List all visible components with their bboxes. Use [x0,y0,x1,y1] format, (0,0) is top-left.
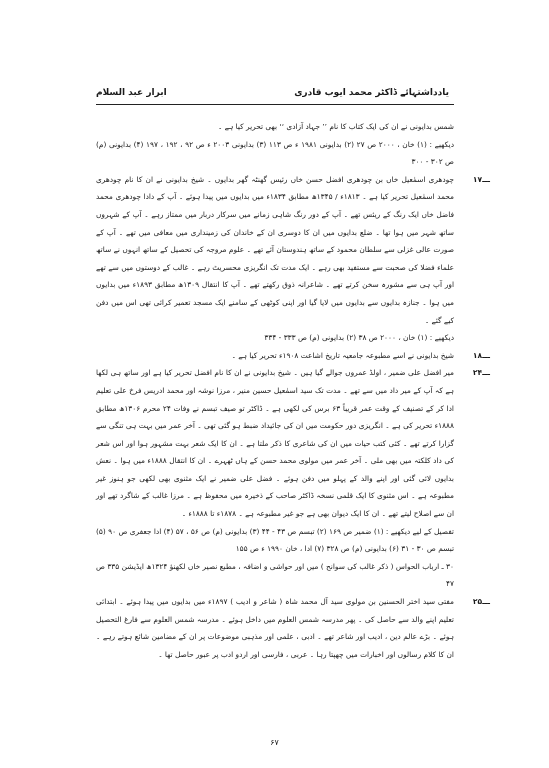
paragraph-text: دیکھیے : (۱) خان ، ۲۰۰۰ ص ۳۸ (۲) بدایونی (م) ص ۳۳۳ - ۳۳۴ [264,333,454,343]
note-marker: ۱۷ـــ [472,174,490,184]
header-rule [96,104,454,105]
note-marker: ۱۸ـــ [472,350,490,360]
paragraph-text: شمس بدایونی نے ان کی ایک کتاب کا نام ’’ جہاد آزادی ‘‘ بھی تحریر کیا ہے ۔ [217,122,454,131]
header-title: یادداشتہائے ڈاکٹر محمد ایوب قادری [294,88,449,98]
paragraph [96,329,454,347]
paragraph-text: مفتی سید اختر الحسنین بن مولوی سید آل محمد شاہ ( شاعر و ادیب ) ۱۸۹۷ء میں بدایوں میں پیدا ہوئے ۔ ابتدائی تعلیم اپنے والد سے حاصل کی ۔ پھر مدرسہ شمس العلوم میں داخل ہوئے ۔ مدرسہ شمس العلوم سے فارغ التحصیل ہوئے ۔ بڑے عالم دین ، ادیب اور شاعر تھے ۔ ادبی ، علمی اور مذہبی موضوعات پر ان کے مضامین شائع ہوتے رہے ۔ ان کا کلام رسالوں اور اخبارات میں چھپتا رہا ۔ عربی ، فارسی اور اردو ادب پر عبور حاصل تھا ۔ [96,597,455,659]
paragraph-text: میر افضل علی ضمیر ، اولڈ عمروں جوالے گیا ہیں ۔ شیخ بدایونی نے ان کا نام افضل تحریر کیا ہے اور ساتھ ہی لکھا ہے کہ آپ کے میر داد میں سے تھے ۔ مدت تک سید اسمٰعیل حسین منیر ، مرزا نوشہ اور محمد ادریس فرخ علی تعلیم ادا کر کے تصنیف کے وقت عمر قریباً ۶۳ برس کی لکھی ہے ۔ ڈاکٹر تو صیف تبسم نے وفات ۲۴ محرم ۱۳۰۶ھ مطابق ۱۸۸۸ء تحریر کی ہے ۔ انگریزی دور حکومت میں ان کی جائیداد ضبط ہو گئی تھی ۔ آخر عمر میں بہت ہی تنگی سے گزارا کرتے تھے ۔ کئی کتب حیات میں ان کی شاعری کا ذکر ملتا ہے ۔ ان کا ایک شعر بہت مشہور ہوا اور اس شعر کی داد کلکتہ میں بھی ملی ۔ آخر عمر میں مولوی محمد حسن کے ہاں ٹھہرے ۔ ان کا انتقال ۱۸۸۸ء میں ہوا ۔ نعش بدایوں لائی گئی اور اپنے والد کے پہلو میں دفن ہوئے ۔ فضل علی ضمیر نے ایک مثنوی بھی لکھی جو ہنوز غیر مطبوعہ ہے ۔ اس مثنوی کا ایک قلمی نسخہ ڈاکٹر صاحب کے ذخیرہ میں محفوظ ہے ۔ مرزا غالب کے شاگرد تھے اور ان سے اصلاح لیتے تھے ۔ ان کا ایک دیوان بھی ہے جو غیر مطبوعہ ہے ۔ ۱۸۷۸ء تا ۱۸۸۸ء ۔ [96,368,455,519]
paragraph [96,171,490,329]
paragraph [96,523,454,558]
paragraph [96,118,454,136]
note-marker: ۲۵ـــ [472,597,490,607]
paragraph [96,593,490,663]
paragraph [96,364,490,522]
paragraph-text: تفصیل کے لیے دیکھیے : (۱) ضمیر ص ۱۶۹ (۲) تبسم ص ۴۳ - ۴۴ (۳) بدایونی (م) ص ۵۶ ، ۵۷ (۴) ادا جعفری ص ۹۰ (۵) تبسم ص ۳۰ - ۳۱ (۶) بدایونی (م) ص ۳۲۸ (۷) ادا ، خان ۱۹۹۰ ء ص ۱۵۵ [96,526,454,554]
page-number: ۶۷ [270,738,279,747]
paragraph-text: دیکھیے : (۱) خان ، ۲۰۰۰ ص ۲۷ (۲) بدایونی ۱۹۸۱ ء ص ۱۱۳ (۳) بدایونی ۲۰۰۳ ء ص ۹۲ ، ۱۹۲ ، ۱۹۷ (۴) بدایونی (م) ص ۳۰۲ - ۳۰۰ [96,139,455,167]
paragraph-text: چودھری اسمٰعیل خاں بن چودھری افضل حسن خاں رئیس گھنٹہ گھر بدایوں ۔ شیخ بدایونی نے ان کا نام چودھری محمد اسمٰعیل تحریر کیا ہے ۔ ۱۸۱۳ء / ۱۳۴۵ھ مطابق ۱۸۳۴ء میں بدایوں میں پیدا ہوئے ۔ آپ کے دادا چودھری محمد فاضل خاں ایک رنگ کے ریئس تھے ۔ آپ کے دور رنگ شاہی زمانے میں سرکار دربار میں ممتاز رہے ۔ آپ کے شہروں ساتھ شہر میں ہوا تھا ۔ ضلع بدایوں میں ان کا دوسری ان کے خاندان کی زمینداری میں معافی میں تھے ۔ آپ کے صورت عالی غزلی سے سلطان محمود کے ساتھ ہندوستان آئے تھے ۔ علوم مروجہ کی تحصیل کے ساتھ انہوں نے ساتھ علماء فضلا کی صحبت سے مستفید بھی رہے ۔ ایک مدت تک انگریزی محسریٹ رہے ۔ غالب کے دوستوں میں سے تھے اور آپ ہی سے مشورہ سخن کرتے تھے ۔ شاعرانہ ذوق رکھتے تھے ۔ آپ کا انتقال ۱۳۰۹ھ مطابق ۱۸۹۳ء میں بدایوں میں ہوا ۔ جنازہ بدایوں سے بدایوں میں لایا گیا اور اپنی کوٹھی کے سامنے ایک مسجد تعمیر کرائی تھی اس میں دفن کیے گئے ۔ [96,174,455,325]
header-author: ابرار عبد السلام [96,88,167,98]
paragraph [96,558,454,593]
paragraph-text: شیخ بدایونی نے اسے مطبوعہ جامعیہ تاریخ اشاعت ۱۹۰۸ء تحریر کیا ہے ۔ [231,350,454,360]
body-text [96,118,490,663]
paragraph [96,136,454,171]
paragraph-text: ۳۰ ـ ارباب الحواس ( ذکر غالب کی سوانح ) میں اور حواشی و اضافہ ، مطبع نصیر خاں لکھنؤ ۱۳۲۴ھ ایڈیشن ۳۳۵ ص ۴۷ [96,561,454,589]
paragraph [96,347,490,365]
running-header [96,88,449,104]
note-marker: ۲۴ـــ [472,368,490,378]
